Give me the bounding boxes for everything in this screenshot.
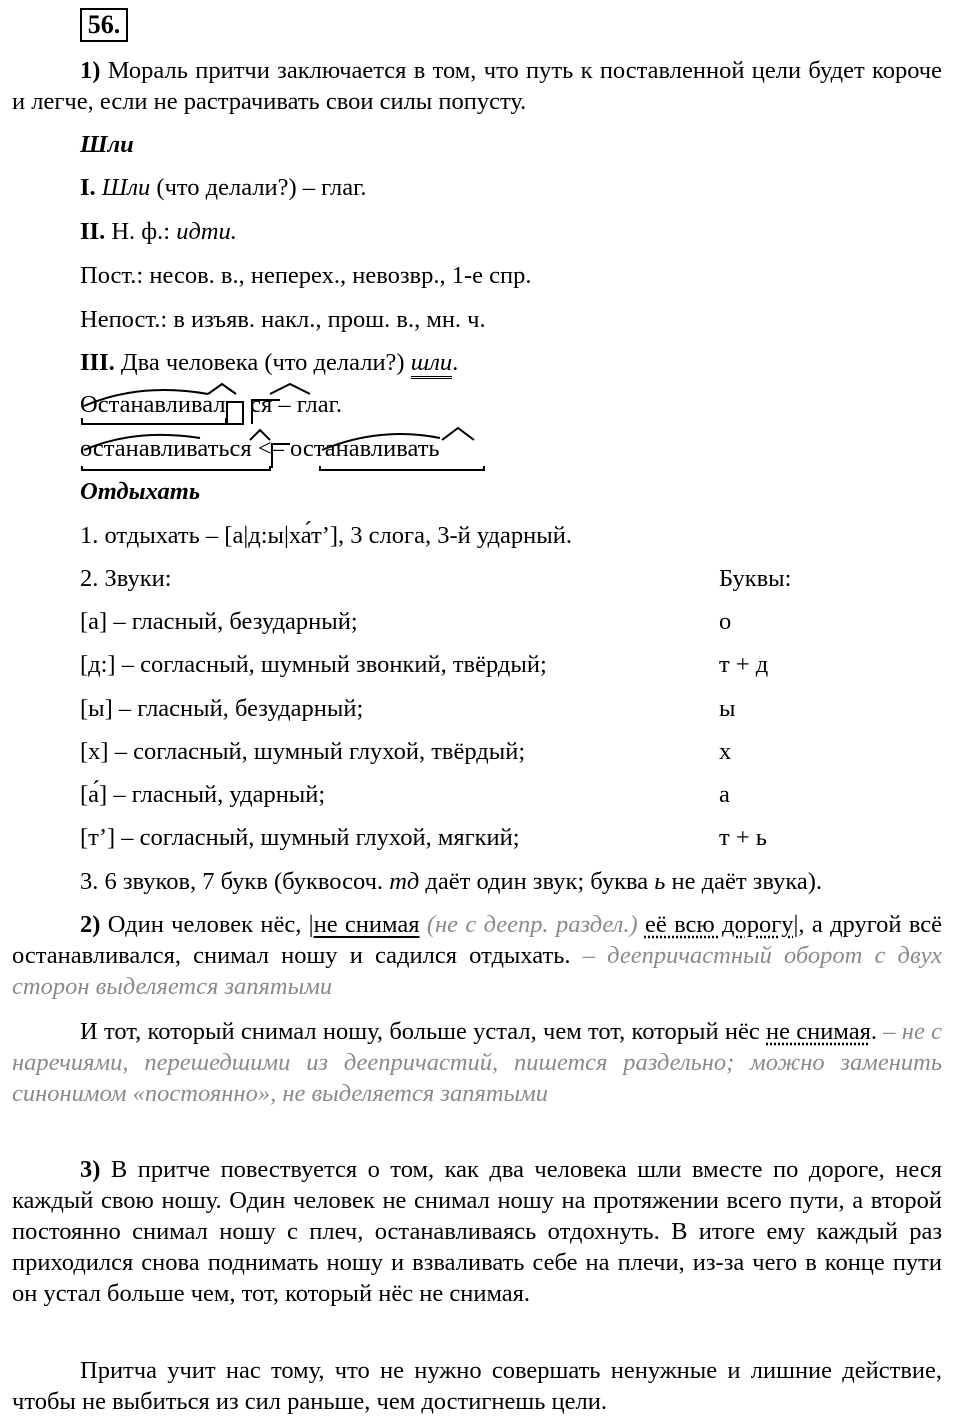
letter-value: ы [719, 695, 736, 722]
morph-arrow: <– [257, 435, 284, 462]
morph-word-1-suffix: ся [250, 391, 273, 418]
letter-value: а [719, 781, 730, 808]
letter-value: т + ь [719, 824, 767, 851]
part2-sentence-2: И тот, который снимал ношу, больше устал, чем тот, который нёс не снимая. – не с наречиями, перешедшими из деепричастий, пишется раздельно; можно заменить синонимом «постоянно», не выделяется запятыми [12, 1018, 942, 1107]
otdykhat-heading: Отдыхать [80, 478, 201, 505]
rule-comment: – деепричастный оборот с двух сторон выделяется запятыми [12, 942, 943, 1000]
shli-line-2: II. Н. ф.: идти. [80, 218, 237, 245]
morph-word-1: Останавливал [80, 391, 226, 418]
predicate-underlined: шли [411, 349, 452, 379]
morph-word-3: останавливать [290, 435, 440, 462]
circumstance-underlined: не снимая [313, 911, 420, 938]
sounds-header: 2. Звуки: [80, 565, 172, 592]
sound-description: [ы] – гласный, безударный; [80, 695, 364, 722]
ne-snimaya-underlined: не снимая [766, 1018, 871, 1045]
rule-comment: – не с наречиями, перешедшими из деепричастий, пишется раздельно; можно заменить синонимом «постоянно», не выделяется запятыми [12, 1018, 942, 1107]
letter-value: т + д [719, 651, 769, 678]
sound-description: [х] – согласный, шумный глухой, твёрдый; [80, 738, 526, 765]
phonetic-summary: 3. 6 звуков, 7 букв (буквосоч. тд даёт один звук; буква ь не даёт звука). [80, 868, 823, 895]
shli-line-5: III. Два человека (что делали?) шли. [80, 348, 458, 378]
letters-header: Буквы: [719, 565, 792, 592]
letter-value: о [719, 608, 732, 635]
morphemic-line-1: Останавливал ся – глаг. [80, 388, 560, 422]
part1-paragraph [12, 55, 942, 117]
shli-heading: Шли [80, 131, 134, 158]
part1-text: Мораль притчи заключается в том, что путь к поставленной цели будет короче и легче, если не растрачивать свои силы попусту. [12, 57, 943, 115]
task-number: 56. [80, 8, 128, 42]
shli-line-4: Непост.: в изъяв. накл., прош. в., мн. ч. [80, 306, 486, 333]
inline-note: (не с деепр. раздел.) [426, 911, 638, 938]
shli-line-3: Пост.: несов. в., неперех., невозвр., 1-е спр. [80, 262, 532, 289]
shli-line-1: I. Шли (что делали?) – глаг. [80, 174, 367, 201]
phonetic-line-1: 1. отдыхать – [а|д:ы|ха́т’], 3 слога, 3-й ударный. [80, 522, 572, 549]
morph-word-2: останавливаться [80, 435, 252, 462]
object-underlined: её всю дорогу [644, 911, 794, 938]
letter-value: х [719, 738, 732, 765]
part1-marker: 1) [80, 57, 101, 84]
sound-description: [д:] – согласный, шумный звонкий, твёрдый; [80, 651, 547, 678]
part2-sentence-1: 2) Один человек нёс, |не снимая (не с деепр. раздел.) её всю дорогу|, а другой всё останавливался, снимал ношу и садился отдыхать. – деепричастный оборот с двух сторон выделяется запятыми [12, 911, 943, 1000]
part3-paragraph-1: 3) В притче повествуется о том, как два человека шли вместе по дороге, неся каждый свою ношу. Один человек не снимал ношу на протяжении всего пути, а второй постоянно снимал ношу с плеч, останавливаясь отдохнуть. В итоге ему каждый раз приходился снова поднимать ношу и взваливать себе на плечи, из-за чего в конце пути он устал больше чем, тот, который нёс не снимая. [12, 1156, 943, 1307]
part3-paragraph-2: Притча учит нас тому, что не нужно совершать ненужные и лишние действие, чтобы не выбиться из сил раньше, чем достигнешь цели. [12, 1357, 942, 1415]
sound-description: [т’] – согласный, шумный глухой, мягкий; [80, 824, 520, 851]
sound-description: [а] – гласный, безударный; [80, 608, 358, 635]
morphemic-line-2 [80, 432, 560, 466]
sound-description: [а́] – гласный, ударный; [80, 781, 326, 808]
